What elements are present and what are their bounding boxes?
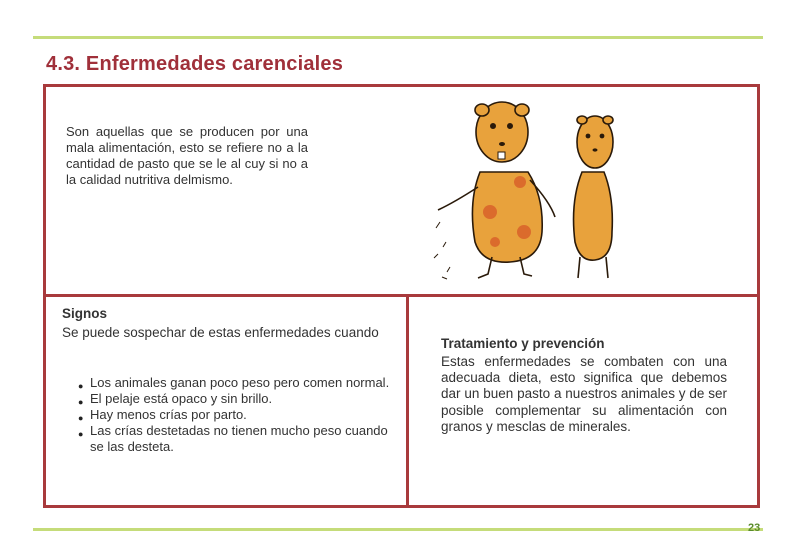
signos-heading: Signos (62, 306, 108, 321)
tratamiento-heading: Tratamiento y prevención (441, 336, 605, 351)
bottom-divider (33, 528, 763, 531)
signos-list (78, 375, 396, 455)
intro-text: Son aquellas que se producen por una mala alimentación, esto se refiere no a la cantidad de pasto que se le al cuy si no a la calidad nutritiva delmismo. (66, 124, 308, 187)
list-item: ● El pelaje está opaco y sin brillo. (78, 391, 396, 407)
list-item: ● Los animales ganan poco peso pero comen normal. (78, 375, 396, 391)
guinea-pigs-illustration (420, 92, 620, 292)
list-item: ● Las crías destetadas no tienen mucho peso cuando se las desteta. (78, 423, 396, 455)
intro-panel (43, 84, 760, 297)
top-divider (33, 36, 763, 39)
list-item: ● Hay menos crías por parto. (78, 407, 396, 423)
tratamiento-text: Estas enfermedades se combaten con una adecuada dieta, esto significa que debemos dar un buen pasto a nuestros animales y de ser posible complementar su alimentación con granos y mesclas de minerales. (441, 354, 727, 434)
section-title: 4.3. Enfermedades carenciales (46, 53, 344, 75)
signos-intro: Se puede sospechar de estas enfermedades cuando (62, 325, 379, 340)
page-number: 23 (748, 522, 761, 534)
